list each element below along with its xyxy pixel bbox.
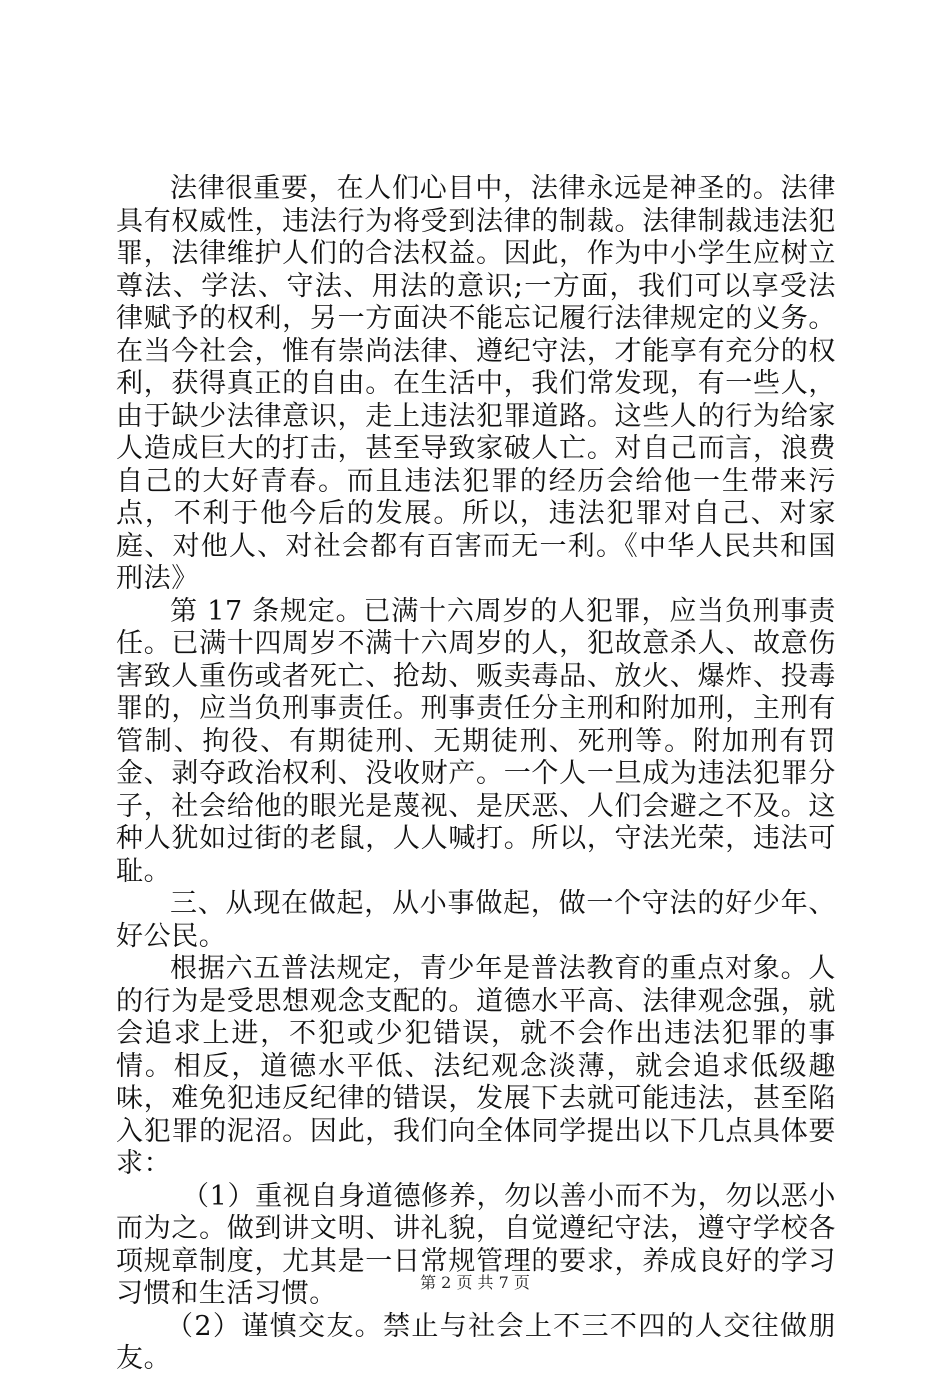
document-body bbox=[116, 173, 836, 1376]
paragraph-legal-education: 根据六五普法规定，青少年是普法教育的重点对象。人的行为是受思想观念支配的。道德水平高、法律观念强，就会追求上进，不犯或少犯错误，就不会作出违法犯罪的事情。相反，道德水平低、法纪观念淡薄，就会追求低级趣味，难免犯违反纪律的错误，发展下去就可能违法，甚至陷入犯罪的泥沼。因此，我们向全体同学提出以下几点具体要求： bbox=[116, 953, 836, 1179]
page-number-footer: 第 2 页 共 7 页 bbox=[420, 1273, 530, 1292]
section-heading-three: 三、从现在做起，从小事做起，做一个守法的好少年、好公民。 bbox=[116, 888, 836, 952]
paragraph-criminal-law-article-17: 第 17 条规定。已满十六周岁的人犯罪，应当负刑事责任。已满十四周岁不满十六周岁的人，犯故意杀人、故意伤害致人重伤或者死亡、抢劫、贩卖毒品、放火、爆炸、投毒罪的，应当负刑事责任。刑事责任分主刑和附加刑，主刑有管制、拘役、有期徒刑、无期徒刑、死刑等。附加刑有罚金、剥夺政治权利、没收财产。一个人一旦成为违法犯罪分子，社会给他的眼光是蔑视、是厌恶、人们会避之不及。这种人犹如过街的老鼠，人人喊打。所以，守法光荣，违法可耻。 bbox=[116, 595, 836, 887]
paragraph-law-importance: 法律很重要，在人们心目中，法律永远是神圣的。法律具有权威性，违法行为将受到法律的制裁。法律制裁违法犯罪，法律维护人们的合法权益。因此，作为中小学生应树立尊法、学法、守法、用法的意识;一方面，我们可以享受法律赋予的权利，另一方面决不能忘记履行法律规定的义务。在当今社会，惟有崇尚法律、遵纪守法，才能享有充分的权利，获得真正的自由。在生活中，我们常发现，有一些人，由于缺少法律意识，走上违法犯罪道路。这些人的行为给家人造成巨大的打击，甚至导致家破人亡。对自己而言，浪费自己的大好青春。而且违法犯罪的经历会给他一生带来污点，不利于他今后的发展。所以，违法犯罪对自己、对家庭、对他人、对社会都有百害而无一利。《中华人民共和国刑法》 bbox=[116, 173, 836, 594]
list-item-1: （1）重视自身道德修养，勿以善小而不为，勿以恶小而为之。做到讲文明、讲礼貌，自觉遵纪守法，遵守学校各项规章制度，尤其是一日常规管理的要求，养成良好的学习习惯和生活习惯。 bbox=[116, 1180, 836, 1309]
list-item-2: （2）谨慎交友。禁止与社会上不三不四的人交往做朋友。 bbox=[116, 1310, 836, 1374]
